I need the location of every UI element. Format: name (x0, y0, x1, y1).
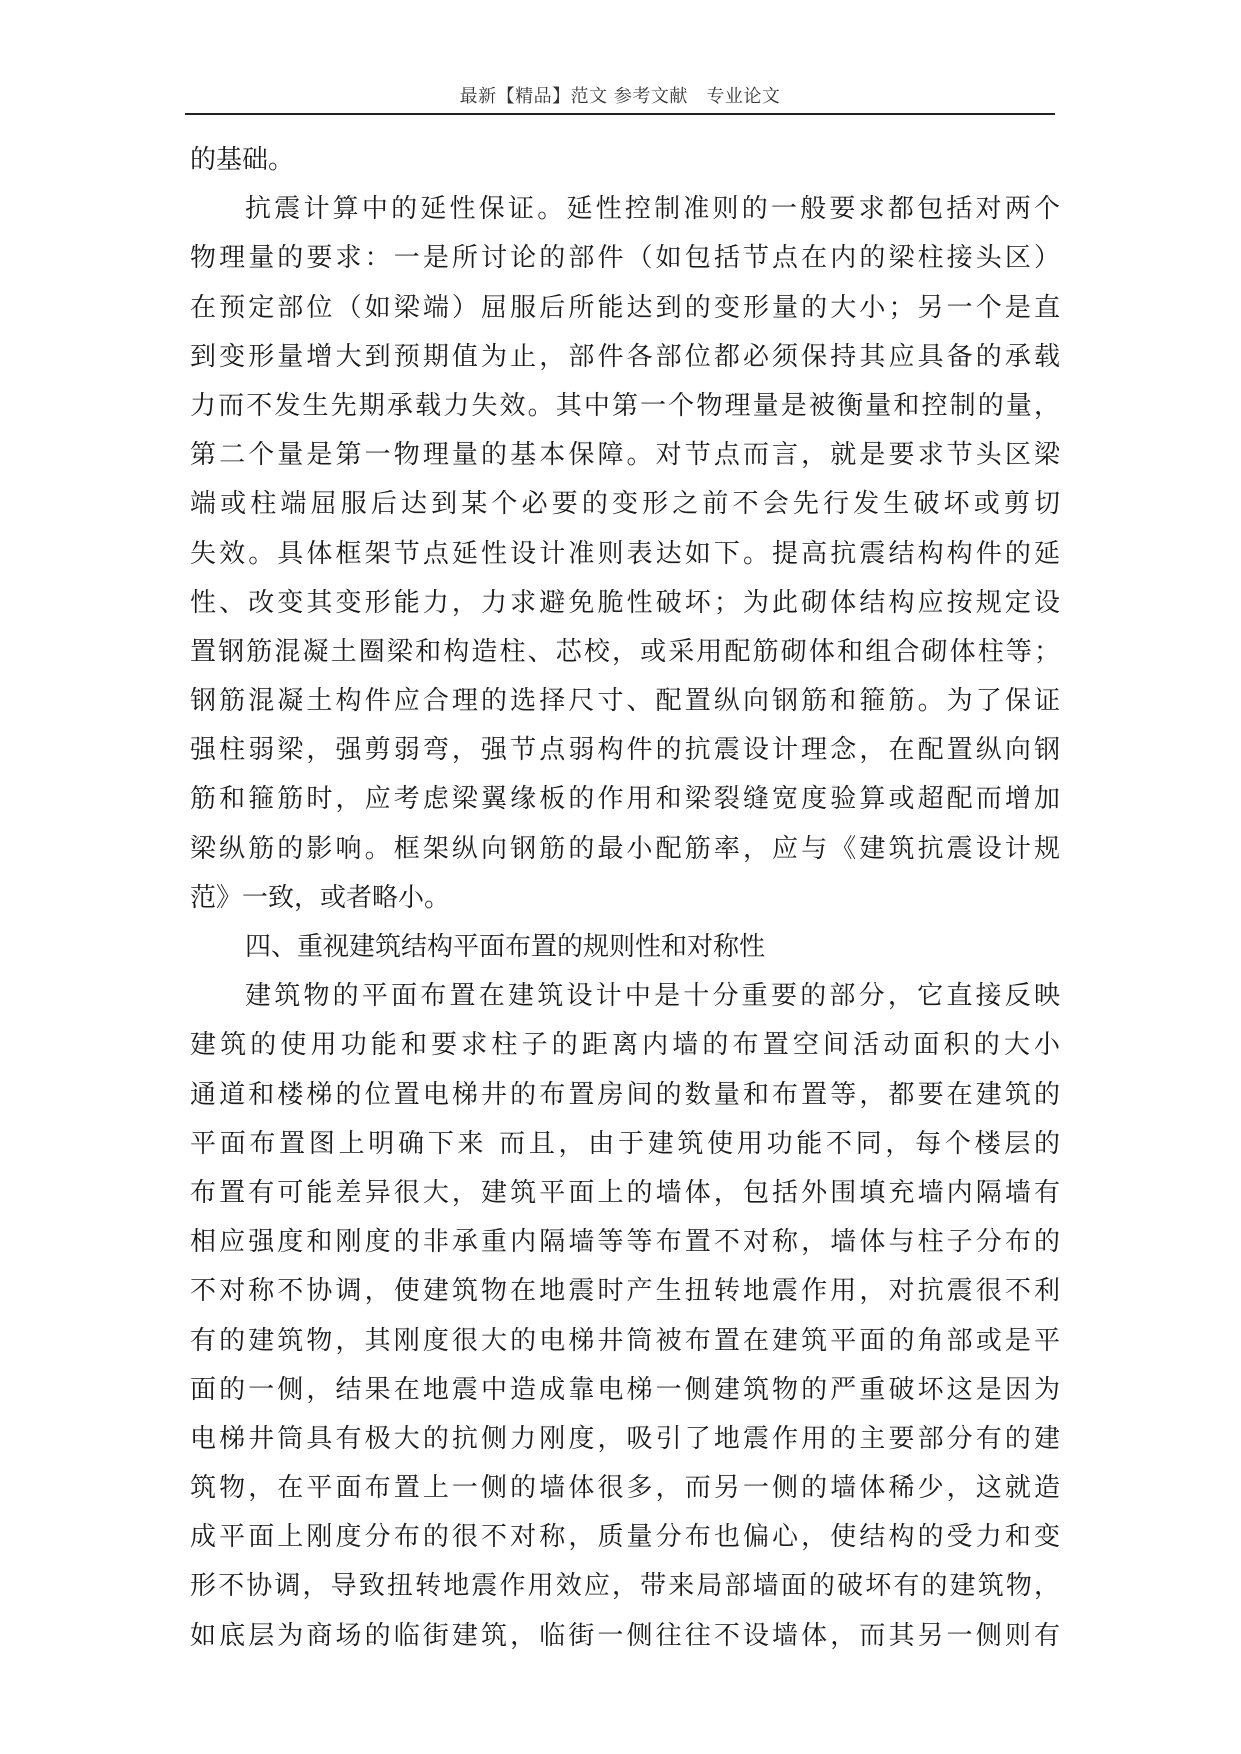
text-line: 筑物，在平面布置上一侧的墙体很多，而另一侧的墙体稀少，这就造 (190, 1473, 1060, 1504)
body-text (190, 136, 1060, 1661)
text-line: 通道和楼梯的位置电梯井的布置房间的数量和布置等，都要在建筑的 (190, 1079, 1060, 1110)
text-line: 如底层为商场的临街建筑，临街一侧往往不设墙体，而其另一侧则有 (190, 1620, 1060, 1651)
header-rule (185, 113, 1055, 115)
text-line: 建筑物的平面布置在建筑设计中是十分重要的部分，它直接反映 (245, 981, 1060, 1012)
text-line: 建筑的使用功能和要求柱子的距离内墙的布置空间活动面积的大小 (190, 1030, 1060, 1061)
text-line: 平面布置图上明确下来 而且，由于建筑使用功能不同，每个楼层的 (190, 1128, 1060, 1159)
text-line: 有的建筑物，其刚度很大的电梯井筒被布置在建筑平面的角部或是平 (190, 1325, 1060, 1356)
text-line: 相应强度和刚度的非承重内隔墙等等布置不对称，墙体与柱子分布的 (190, 1227, 1060, 1258)
text-line: 到变形量增大到预期值为止，部件各部位都必须保持其应具备的承载 (190, 341, 1060, 372)
text-line: 力而不发生先期承载力失效。其中第一个物理量是被衡量和控制的量， (190, 390, 1060, 421)
text-line: 钢筋混凝土构件应合理的选择尺寸、配置纵向钢筋和箍筋。为了保证 (190, 686, 1060, 717)
text-line: 物理量的要求：一是所讨论的部件（如包括节点在内的梁柱接头区） (190, 243, 1060, 274)
text-line: 布置有可能差异很大，建筑平面上的墙体，包括外围填充墙内隔墙有 (190, 1177, 1060, 1208)
text-line: 成平面上刚度分布的很不对称，质量分布也偏心，使结构的受力和变 (190, 1522, 1060, 1553)
text-line: 范》一致，或者略小。 (190, 882, 451, 913)
text-line: 端或柱端屈服后达到某个必要的变形之前不会先行发生破坏或剪切 (190, 489, 1060, 520)
text-line: 强柱弱梁，强剪弱弯，强节点弱构件的抗震设计理念，在配置纵向钢 (190, 735, 1060, 766)
text-line: 不对称不协调，使建筑物在地震时产生扭转地震作用，对抗震很不利 (190, 1276, 1060, 1307)
text-line: 面的一侧，结果在地震中造成靠电梯一侧建筑物的严重破坏这是因为 (190, 1374, 1060, 1405)
page-header: 最新【精品】范文 参考文献 专业论文 (459, 86, 781, 107)
text-line: 性、改变其变形能力，力求避免脆性破坏；为此砌体结构应按规定设 (190, 587, 1060, 618)
text-line: 在预定部位（如梁端）屈服后所能达到的变形量的大小；另一个是直 (190, 292, 1060, 323)
section-heading: 四、重视建筑结构平面布置的规则性和对称性 (245, 932, 766, 962)
text-line: 第二个量是第一物理量的基本保障。对节点而言，就是要求节头区梁 (190, 440, 1060, 471)
text-line: 的基础。 (190, 145, 295, 175)
text-line: 抗震计算中的延性保证。延性控制准则的一般要求都包括对两个 (245, 194, 1060, 225)
text-line: 形不协调，导致扭转地震作用效应，带来局部墙面的破坏有的建筑物， (190, 1571, 1060, 1602)
text-line: 筋和箍筋时，应考虑梁翼缘板的作用和梁裂缝宽度验算或超配而增加 (190, 784, 1060, 815)
text-line: 置钢筋混凝土圈梁和构造柱、芯校，或采用配筋砌体和组合砌体柱等； (190, 636, 1060, 667)
text-line: 失效。具体框架节点延性设计准则表达如下。提高抗震结构构件的延 (190, 538, 1060, 569)
text-line: 梁纵筋的影响。框架纵向钢筋的最小配筋率，应与《建筑抗震设计规 (190, 833, 1060, 864)
text-line: 电梯井筒具有极大的抗侧力刚度，吸引了地震作用的主要部分有的建 (190, 1423, 1060, 1454)
